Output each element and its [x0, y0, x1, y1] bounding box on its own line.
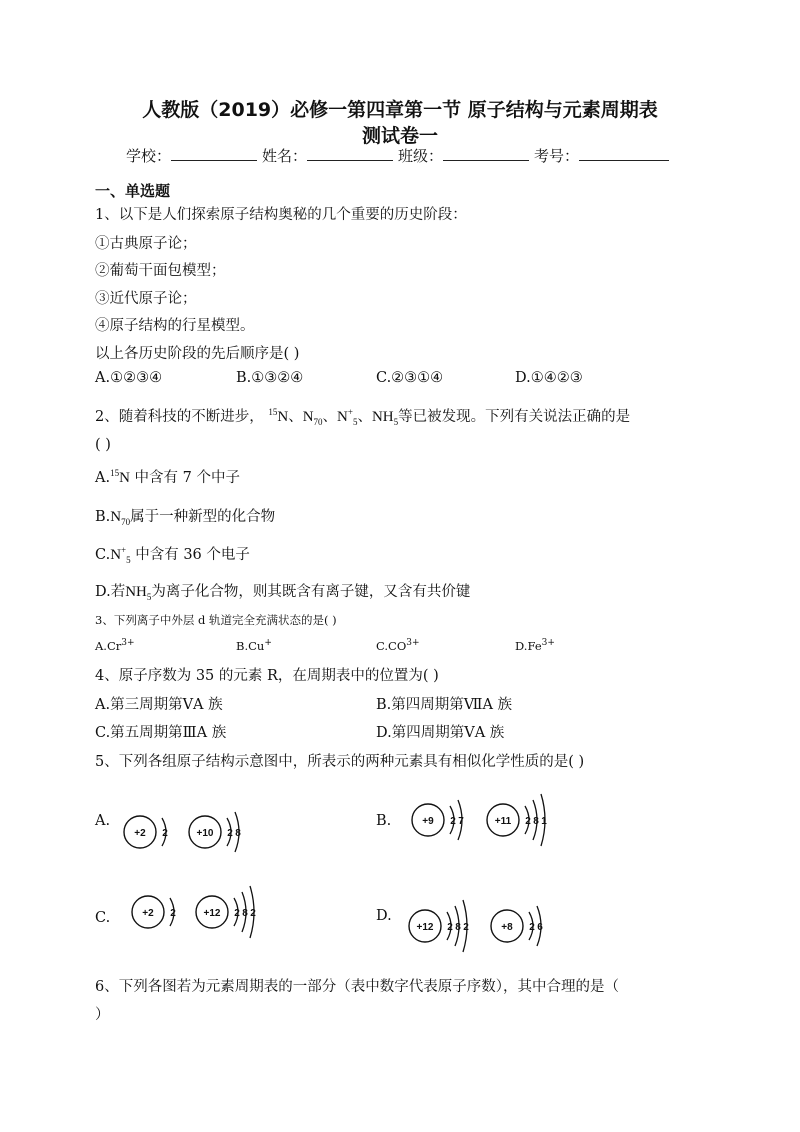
q4-stem: 4、原子序数为 35 的元素 R，在周期表中的位置为( ) — [95, 668, 439, 684]
atom-diagram — [132, 896, 176, 928]
atom-diagram — [409, 900, 469, 952]
q4-option-c[interactable]: C.第五周期第ⅢA 族 — [95, 725, 227, 741]
nucleus-charge: +2 — [134, 828, 146, 839]
shell-electron-count: 8 — [533, 816, 539, 827]
q1-ask: 以上各历史阶段的先后顺序是( ) — [95, 346, 300, 362]
shell-electron-count: 2 — [529, 922, 535, 933]
q4-option-b[interactable]: B.第四周期第ⅦA 族 — [376, 697, 513, 713]
q1-option-b[interactable]: B.①③②④ — [236, 370, 304, 386]
shell-electron-count: 6 — [537, 922, 543, 933]
shell-electron-count: 2 — [234, 908, 240, 919]
q5-option-c-label[interactable]: C. — [95, 910, 111, 926]
nucleus-charge: +8 — [501, 922, 513, 933]
q1-option-c[interactable]: C.②③①④ — [376, 370, 444, 386]
school-label: 学校： — [126, 147, 172, 165]
atom-diagram — [412, 800, 464, 840]
q1-stem: 1、以下是人们探索原子结构奥秘的几个重要的历史阶段： — [95, 207, 467, 223]
q3-option-c[interactable]: $C.CO^{3+}$ — [376, 638, 420, 653]
shell-electron-count: 2 — [447, 922, 453, 933]
q3-option-a[interactable]: $A.Cr^{3+}$ — [95, 638, 135, 653]
q2-stem-suffix: 等已被发现。下列有关说法正确的是 — [398, 409, 631, 425]
shell-electron-count: 8 — [242, 908, 248, 919]
q1-item-4: ④原子结构的行星模型。 — [95, 318, 255, 334]
atom-diagram — [196, 886, 256, 938]
atom-diagram — [487, 794, 547, 846]
section-heading: 一、单选题 — [95, 182, 171, 200]
nucleus-charge: +10 — [196, 828, 214, 839]
page-subtitle: 测试卷一 — [361, 125, 438, 147]
atom-diagram — [189, 812, 241, 852]
q2-stem-line2: ( ) — [95, 437, 111, 453]
atom-diagram — [491, 906, 543, 946]
shell-electron-count: 8 — [235, 828, 241, 839]
shell-electron-count: 2 — [450, 816, 456, 827]
q6-stem-line2: ） — [95, 1007, 110, 1023]
shell-electron-count: 2 — [463, 922, 469, 933]
q6-stem: 6、下列各图若为元素周期表的一部分（表中数字代表原子序数），其中合理的是（ — [95, 979, 619, 995]
nucleus-charge: +12 — [203, 908, 221, 919]
q1-item-1: ①古典原子论； — [95, 236, 197, 252]
q1-item-3: ③近代原子论； — [95, 291, 197, 307]
shell-electron-count: 2 — [227, 828, 233, 839]
shell-electron-count: 2 — [162, 828, 168, 839]
q1-option-a[interactable]: A.①②③④ — [95, 370, 163, 386]
formula-n15: $^{15}$N — [268, 407, 289, 425]
formula-nh5: $NH_5$ — [125, 584, 152, 602]
q2-option-b[interactable]: $B.N_{70}$属于一种新型的化合物 — [95, 509, 276, 527]
q5-option-d-label[interactable]: D. — [376, 908, 392, 924]
q5-option-b-label[interactable]: B. — [376, 813, 392, 829]
q1-item-2: ②葡萄干面包模型； — [95, 263, 226, 279]
class-label: 班级： — [398, 147, 444, 165]
formula-n70: $N_{70}$ — [302, 409, 323, 427]
q2-option-a[interactable]: A.$^{15}$N 中含有 7 个中子 — [95, 468, 240, 486]
shell-electron-count: 2 — [170, 908, 176, 919]
q3-stem: 3、下列离子中外层 d 轨道完全充满状态的是( ) — [95, 613, 337, 627]
shell-electron-count: 7 — [458, 816, 464, 827]
nucleus-charge: +12 — [416, 922, 434, 933]
atom-diagram — [124, 816, 168, 848]
q2-option-c[interactable]: $C.N^+_5$ 中含有 36 个电子 — [95, 545, 250, 565]
shell-electron-count: 2 — [250, 908, 256, 919]
shell-electron-count: 1 — [541, 816, 547, 827]
formula-nh5: $NH_5$ — [371, 409, 399, 427]
q2-stem-prefix: 2、随着科技的不断进步， — [95, 409, 264, 425]
nucleus-charge: +9 — [422, 816, 434, 827]
q4-option-d[interactable]: D.第四周期第ⅤA 族 — [376, 725, 505, 741]
shell-electron-count: 2 — [525, 816, 531, 827]
formula-n5-plus: $N^+_5$ — [110, 545, 131, 565]
q3-option-b[interactable]: B.Cu+ — [236, 638, 272, 653]
nucleus-charge: +2 — [142, 908, 154, 919]
page-title: 人教版（2019）必修一第四章第一节 原子结构与元素周期表 — [142, 99, 658, 121]
q5-stem: 5、下列各组原子结构示意图中，所表示的两种元素具有相似化学性质的是( ) — [95, 754, 585, 770]
q2-option-d[interactable]: D.若$NH_5$为离子化合物，则其既含有离子键，又含有共价键 — [95, 584, 471, 602]
formula-n70: $N_{70}$ — [110, 509, 131, 527]
name-label: 姓名： — [262, 147, 308, 165]
formula-n5-plus: $N^+_5$ — [337, 407, 358, 427]
q2-stem: 2、随着科技的不断进步， $^{15}$N、$N_{70}$、$N^+_5$、$NH_5$等已被发现。下列有关说法正确的是 — [95, 407, 631, 427]
q5-option-a-label[interactable]: A. — [95, 813, 111, 829]
q4-option-a[interactable]: A.第三周期第ⅤA 族 — [95, 697, 223, 713]
q3-option-d[interactable]: $D.Fe^{3+}$ — [515, 638, 555, 653]
shell-electron-count: 8 — [455, 922, 461, 933]
q1-option-d[interactable]: D.①④②③ — [515, 370, 583, 386]
formula-n15: $^{15}$N — [110, 468, 130, 486]
exam-number-label: 考号： — [534, 147, 580, 165]
nucleus-charge: +11 — [494, 816, 512, 827]
